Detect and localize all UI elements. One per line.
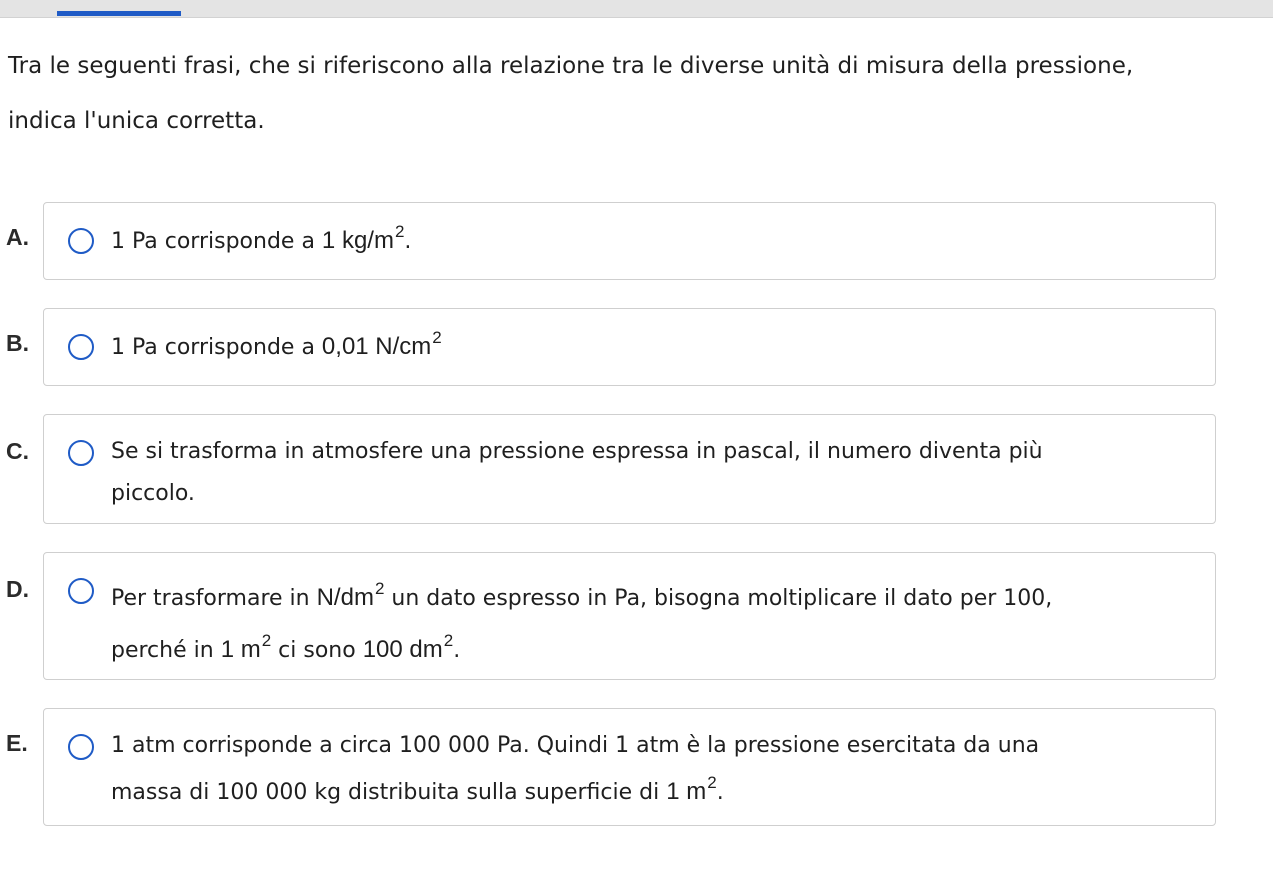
option-b-text: 1 Pa corrisponde a 0,01 $N/cm^2$ (111, 328, 442, 360)
question-line-2: indica l'unica corretta. (8, 108, 265, 134)
option-d-text: Per trasformare in $N/dm^2$ un dato espresso in Pa, bisogna moltiplicare il dato per 100, perché in 1 $m^2$ ci sono 100 $dm^2$. (111, 579, 1053, 663)
option-b-box[interactable] (43, 308, 1216, 386)
option-e-box[interactable] (43, 708, 1216, 826)
option-d-letter: D. (6, 576, 29, 602)
option-e-letter: E. (6, 730, 28, 756)
question-line-1: Tra le seguenti frasi, che si riferiscono alla relazione tra le diverse unità di misura della pressione, (8, 53, 1134, 79)
top-progress-bar (0, 0, 1273, 18)
option-c-radio-icon[interactable] (68, 440, 94, 466)
option-c-text: Se si trasforma in atmosfere una pressione espressa in pascal, il numero diventa più piccolo. (111, 439, 1043, 506)
option-e-radio-icon[interactable] (68, 734, 94, 760)
option-d-box[interactable] (43, 552, 1216, 680)
option-a-text: 1 Pa corrisponde a 1 $kg/m^2$. (111, 222, 412, 254)
option-a-radio-icon[interactable] (68, 228, 94, 254)
question-text (8, 39, 1248, 149)
option-a-letter: A. (6, 224, 29, 250)
option-c-letter: C. (6, 438, 29, 464)
option-c-box[interactable] (43, 414, 1216, 524)
option-b-radio-icon[interactable] (68, 334, 94, 360)
option-b-letter: B. (6, 330, 29, 356)
option-d-radio-icon[interactable] (68, 578, 94, 604)
progress-indicator (57, 11, 181, 16)
option-e-text: 1 atm corrisponde a circa 100 000 Pa. Quindi 1 atm è la pressione esercitata da una massa di 100 000 kg distribuita sulla superficie di 1 $m^2$. (111, 733, 1040, 805)
option-a-box[interactable] (43, 202, 1216, 280)
